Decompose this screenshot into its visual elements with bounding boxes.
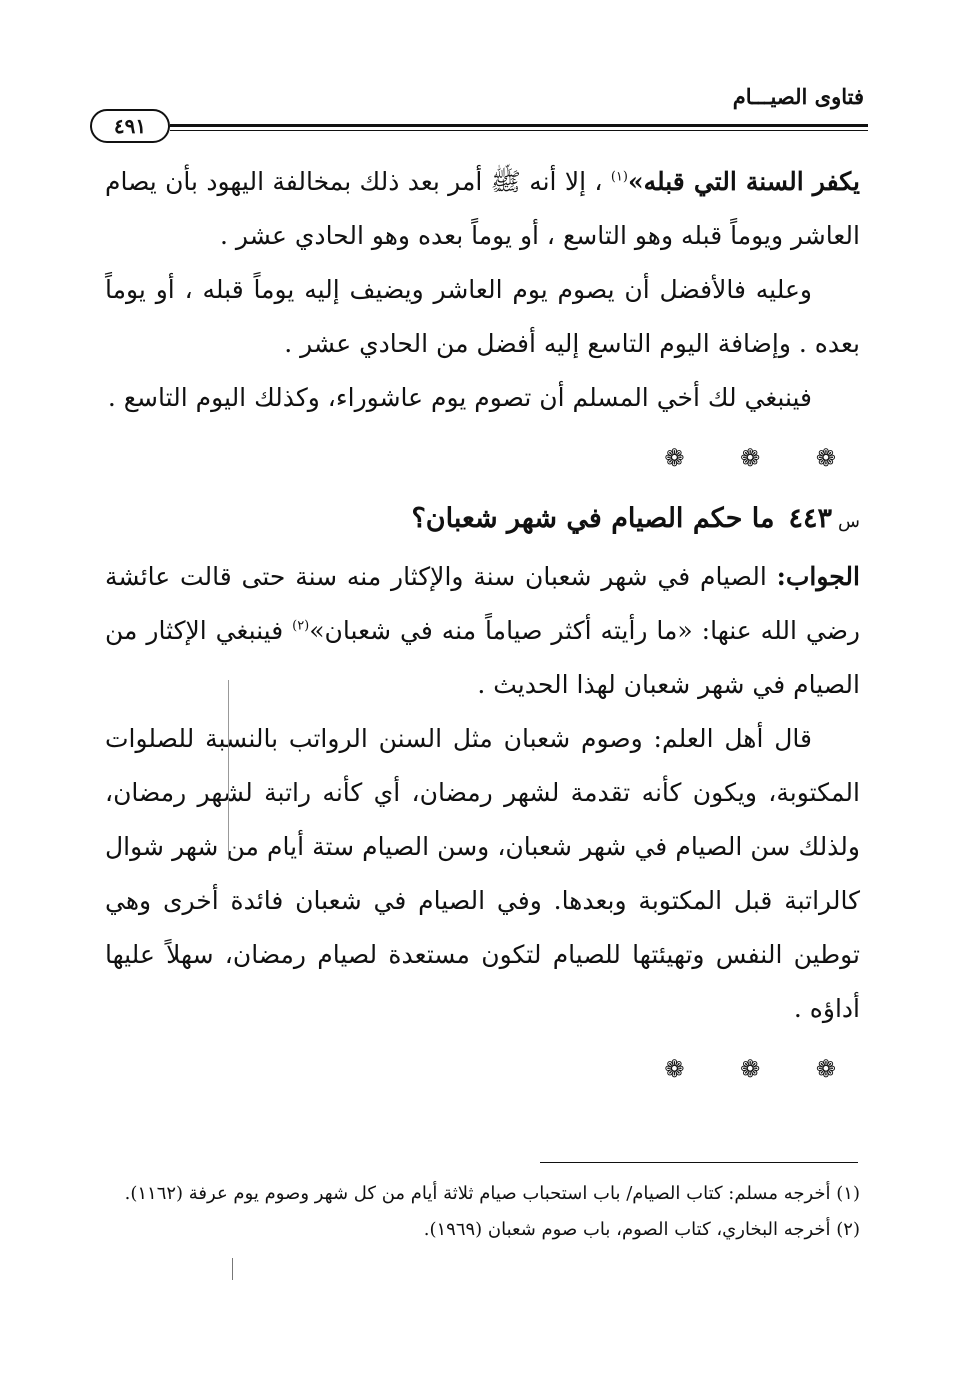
question-text: ما حكم الصيام في شهر شعبان؟ (411, 503, 775, 534)
question-mark: س (838, 511, 860, 532)
scan-artifact-mark (232, 1258, 233, 1280)
divider-star-icon: ❁ (740, 444, 761, 472)
divider-star-icon: ❁ (664, 1055, 685, 1083)
footnote-ref-1[interactable]: (١) (610, 169, 628, 185)
footnote-2: (٢) أخرجه البخاري، كتاب الصوم، باب صوم شعبان (١٩٦٩). (423, 1219, 860, 1240)
footnote-1: (١) أخرجه مسلم: كتاب الصيام/ باب استحباب صيام ثلاثة أيام من كل شهر وصوم يوم عرفة (١١٦٢). (124, 1183, 860, 1204)
header-rule-thin (170, 130, 868, 131)
paragraph-1-rest: ، إلا أنه ﷺ أمر بعد ذلك بمخالفة اليهود بأن يصام العاشر ويوماً قبله وهو التاسع ، أو يوماً بعده وهو الحادي عشر . (105, 167, 860, 250)
divider-star-icon: ❁ (740, 1055, 761, 1083)
page-number: ٤٩١ (90, 109, 170, 143)
header-rule-thick (170, 124, 868, 127)
answer-label: الجواب: (776, 562, 860, 591)
footnotes (105, 1176, 860, 1248)
divider-star-icon: ❁ (815, 444, 836, 472)
paragraph-1 (105, 155, 860, 263)
section-divider-1 (105, 431, 860, 485)
page-header (88, 82, 868, 142)
divider-star-icon: ❁ (664, 444, 685, 472)
answer-paragraph-1 (105, 550, 860, 712)
paragraph-3: فينبغي لك أخي المسلم أن تصوم يوم عاشوراء، وكذلك اليوم التاسع . (107, 383, 812, 412)
section-divider-2 (105, 1042, 860, 1096)
page-body (105, 155, 860, 1102)
footnote-ref-2[interactable]: (٢) (292, 618, 310, 634)
paragraph-1-bold: يكفر السنة التي قبله» (627, 167, 861, 196)
divider-star-icon: ❁ (815, 1055, 836, 1083)
question-heading (105, 491, 860, 550)
footnote-separator (540, 1162, 858, 1163)
question-number: ٤٤٣ (788, 503, 833, 534)
answer-paragraph-2: قال أهل العلم: وصوم شعبان مثل السنن الرواتب بالنسبة للصلوات المكتوبة، ويكون كأنه تقدمة لشهر رمضان، أي كأنه راتبة لشهر رمضان، ولذلك سن الصيام في شهر شعبان، وسن الصيام ستة أيام من شهر شوال كالراتبة قبل المكتوبة وبعدها. وفي الصيام في شعبان فائدة أخرى وهي توطين النفس وتهيئتها للصيام لتكون مستعدة لصيام رمضان، سهلاً عليها أداؤه . (105, 724, 860, 1023)
paragraph-2: وعليه فالأفضل أن يصوم يوم العاشر ويضيف إليه يوماً قبله ، أو يوماً بعده . وإضافة اليوم التاسع إليه أفضل من الحادي عشر . (105, 275, 860, 358)
scan-artifact-line (228, 680, 229, 860)
running-title: فتاوى الصيـــام (732, 84, 864, 109)
answer-text-1-rest: فينبغي الإكثار من الصيام في شهر شعبان لهذا الحديث . (105, 616, 860, 699)
answer-text-1: الصيام في شهر شعبان سنة والإكثار منه سنة حتى قالت عائشة رضي الله عنها: «ما رأيته أكثر صياماً منه في شعبان» (105, 562, 860, 645)
